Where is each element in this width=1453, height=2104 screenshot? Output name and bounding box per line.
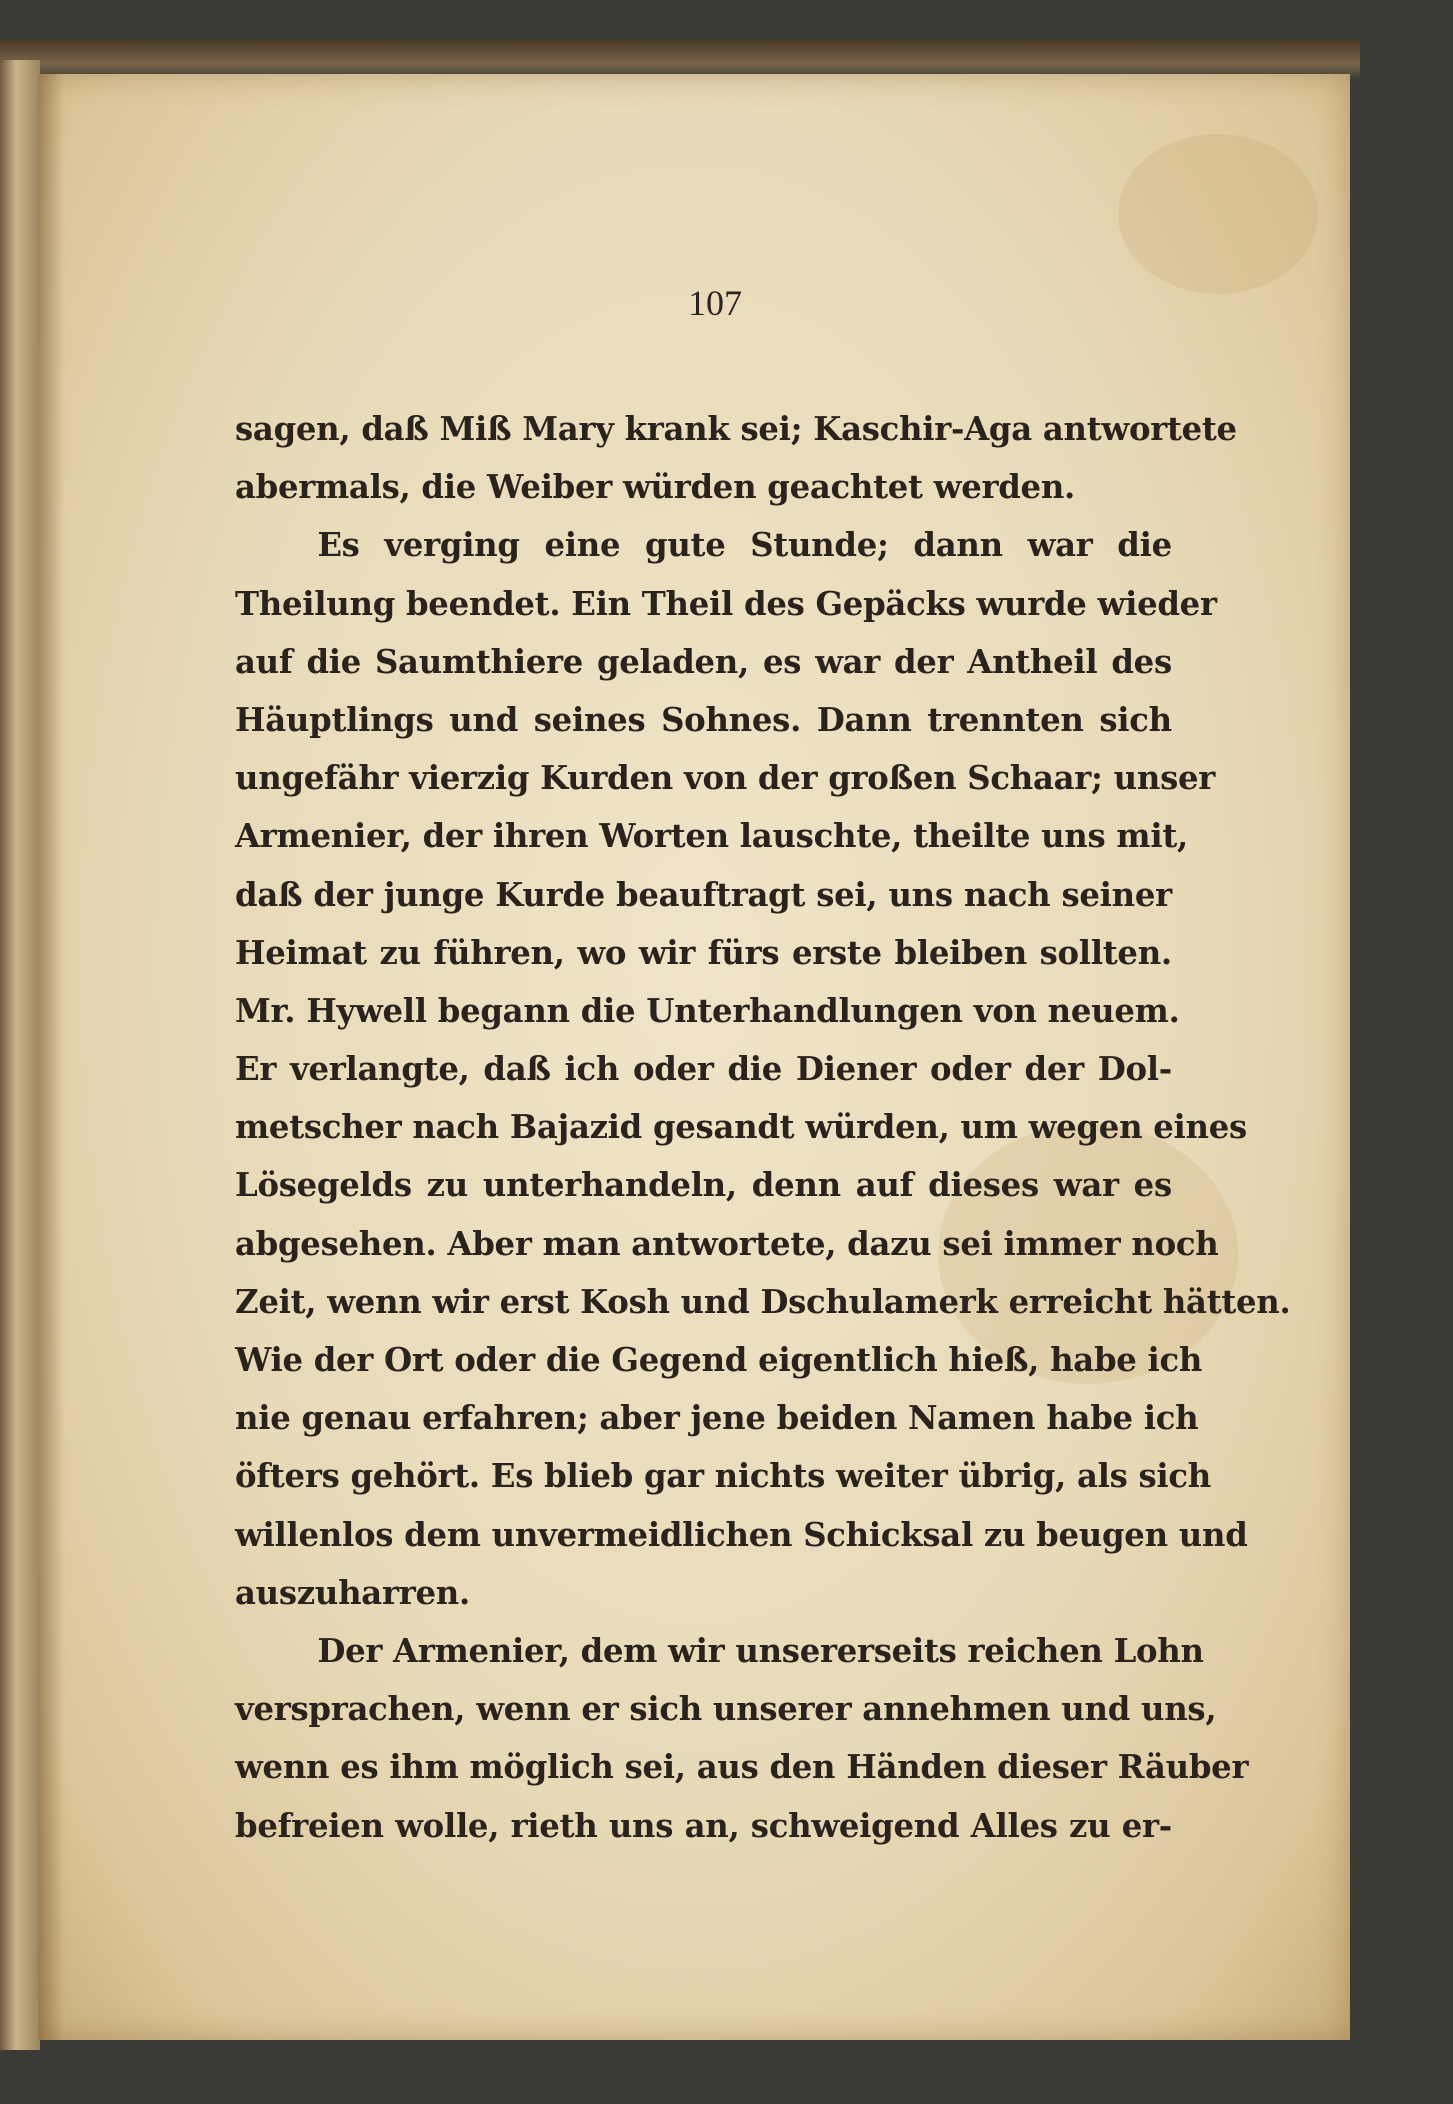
text-line: befreien wolle, rieth uns an, schweigend Alles zu er- (235, 1805, 1172, 1845)
text-line: auszuharren. (235, 1572, 470, 1612)
text-line: Armenier, der ihren Worten lauschte, theilte uns mit, (235, 816, 1188, 856)
text-line: daß der junge Kurde beauftragt sei, uns nach seiner (235, 874, 1172, 914)
paper-stain (1118, 134, 1318, 294)
text-line: öfters gehört. Es blieb gar nichts weiter übrig, als sich (235, 1456, 1212, 1496)
text-line: ungefähr vierzig Kurden von der großen Schaar; unser (235, 758, 1216, 798)
page-number: 107 (688, 283, 742, 323)
text-line: Häuptlings und seines Sohnes. Dann trennten sich (235, 699, 1172, 739)
text-line: versprachen, wenn er sich unserer annehmen und uns, (235, 1689, 1217, 1729)
text-line: nie genau erfahren; aber jene beiden Namen habe ich (235, 1398, 1199, 1438)
page-gutter-shadow (38, 74, 64, 2040)
text-line: abgesehen. Aber man antwortete, dazu sei immer noch (235, 1223, 1219, 1263)
paragraph-start-line: Der Armenier, dem wir unsererseits reichen Lohn (317, 1630, 1204, 1670)
text-line: wenn es ihm möglich sei, aus den Händen dieser Räuber (235, 1747, 1249, 1787)
text-line: Mr. Hywell begann die Unterhandlungen von neuem. (235, 990, 1180, 1030)
text-line: Theilung beendet. Ein Theil des Gepäcks wurde wieder (235, 583, 1217, 623)
facing-page-edge (0, 60, 40, 2050)
paragraph-start-line: Es verging eine gute Stunde; dann war die (317, 525, 1172, 565)
text-line: sagen, daß Miß Mary krank sei; Kaschir-Aga antwortete (235, 409, 1237, 448)
text-line: Er verlangte, daß ich oder die Diener oder der Dol- (235, 1049, 1172, 1089)
text-line: metscher nach Bajazid gesandt würden, um wegen eines (235, 1107, 1247, 1147)
text-line: Zeit, wenn wir erst Kosh und Dschulamerk erreicht hätten. (235, 1281, 1291, 1321)
text-line: Lösegelds zu unterhandeln, denn auf dieses war es (235, 1165, 1172, 1205)
text-line: Heimat zu führen, wo wir fürs erste bleiben sollten. (235, 932, 1172, 972)
text-line: auf die Saumthiere geladen, es war der Antheil des (235, 641, 1172, 681)
text-line: abermals, die Weiber würden geachtet werden. (235, 467, 1076, 507)
text-line: Wie der Ort oder die Gegend eigentlich hieß, habe ich (235, 1340, 1203, 1379)
text-line: willenlos dem unvermeidlichen Schicksal zu beugen und (235, 1514, 1248, 1554)
body-text (235, 400, 1291, 1855)
